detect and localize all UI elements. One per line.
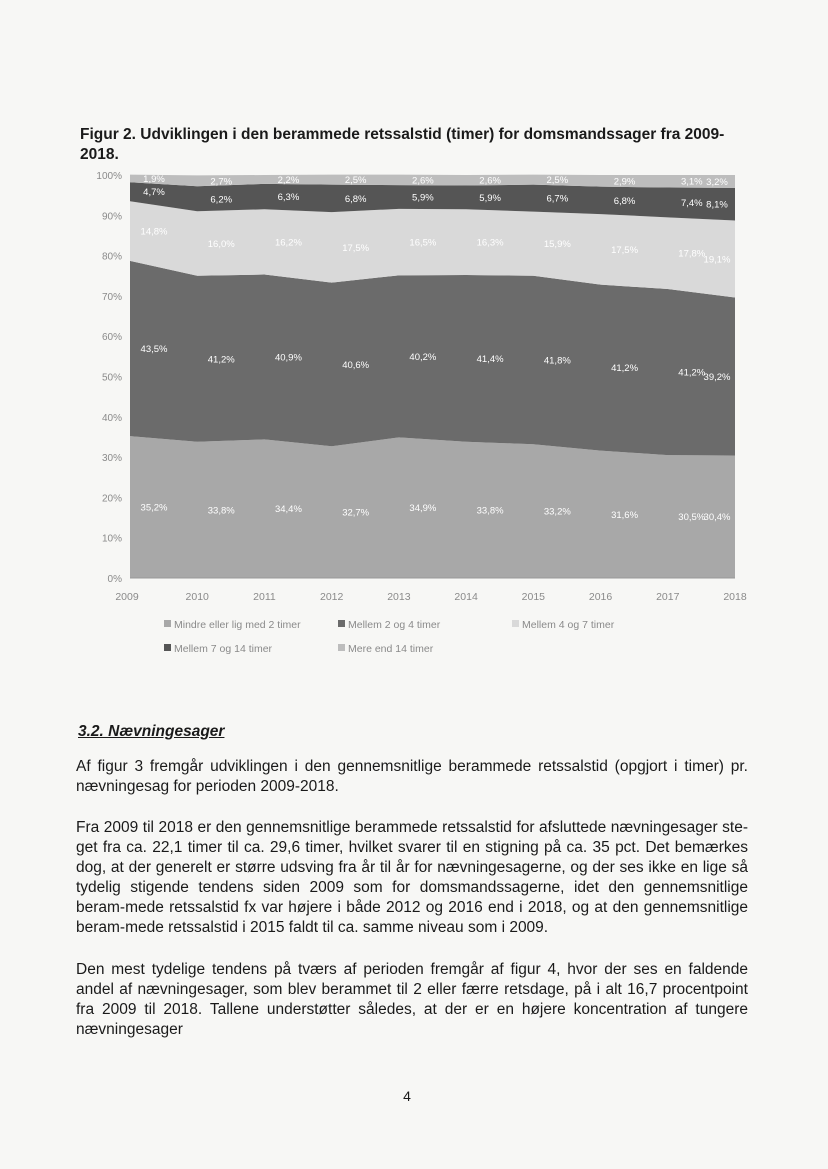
data-label: 31,6%: [611, 509, 639, 521]
data-label: 41,8%: [543, 355, 571, 367]
legend-label: Mellem 7 og 14 timer: [174, 643, 273, 655]
data-label: 19,1%: [703, 254, 731, 266]
data-label: 30,5%: [678, 512, 706, 524]
y-tick-label: 30%: [101, 453, 122, 465]
data-label: 33,8%: [207, 505, 235, 517]
x-tick-label: 2013: [387, 591, 411, 603]
y-tick-label: 100%: [96, 171, 122, 182]
data-label: 34,4%: [274, 504, 302, 516]
data-label: 41,2%: [207, 354, 235, 366]
data-label: 7,4%: [680, 197, 703, 209]
data-label: 16,2%: [274, 237, 302, 249]
y-tick-label: 50%: [101, 372, 122, 384]
section-heading: 3.2. Nævningesager: [78, 723, 225, 740]
data-label: 6,2%: [210, 194, 233, 206]
x-tick-label: 2014: [454, 591, 478, 603]
data-label: 2,6%: [479, 175, 501, 187]
data-label: 2,5%: [344, 175, 367, 187]
data-label: 3,1%: [680, 176, 703, 188]
data-label: 16,5%: [409, 237, 437, 249]
legend-swatch: [164, 644, 171, 651]
data-label: 17,5%: [611, 244, 639, 256]
data-label: 30,4%: [703, 512, 731, 524]
data-label: 32,7%: [342, 507, 370, 519]
data-label: 40,6%: [342, 359, 370, 371]
data-label: 41,4%: [476, 353, 504, 365]
legend-label: Mere end 14 timer: [348, 643, 434, 655]
y-tick-label: 20%: [101, 493, 122, 505]
data-label: 35,2%: [140, 502, 168, 514]
legend-swatch: [338, 644, 345, 651]
data-label: 17,5%: [342, 242, 370, 254]
y-tick-label: 90%: [101, 211, 122, 223]
legend-swatch: [338, 620, 345, 627]
data-label: 8,1%: [706, 199, 728, 211]
data-label: 6,8%: [613, 195, 636, 207]
data-label: 15,9%: [543, 239, 571, 251]
paragraph-1: Af figur 3 fremgår udviklingen i den gennemsnitlige berammede retssalstid (opgjort i timer) pr. nævningesag for perioden 2009-2018.: [76, 758, 748, 795]
data-label: 41,2%: [678, 367, 706, 379]
data-label: 2,7%: [210, 176, 233, 188]
data-label: 16,3%: [476, 237, 504, 249]
data-label: 2,2%: [277, 174, 300, 186]
data-label: 2,5%: [546, 175, 569, 187]
y-tick-label: 0%: [107, 574, 122, 585]
data-label: 39,2%: [703, 372, 731, 383]
x-tick-label: 2012: [319, 591, 344, 603]
y-tick-label: 70%: [101, 291, 122, 303]
legend-swatch: [164, 620, 171, 627]
x-tick-label: 2011: [253, 591, 276, 603]
data-label: 17,8%: [678, 248, 706, 260]
data-label: 43,5%: [140, 343, 168, 355]
data-label: 6,7%: [546, 193, 569, 205]
data-label: 40,9%: [274, 352, 302, 364]
y-tick-label: 60%: [101, 332, 122, 344]
data-label: 40,2%: [409, 351, 437, 363]
x-tick-label: 2015: [521, 591, 546, 603]
data-label: 16,0%: [207, 239, 235, 251]
data-label: 34,9%: [409, 503, 437, 515]
x-tick-label: 2017: [656, 591, 680, 603]
x-tick-label: 2018: [723, 591, 747, 603]
paragraph-2: Fra 2009 til 2018 er den gennemsnitlige berammede retssalstid for afsluttede nævningesager ste-get fra ca. 22,1 timer til ca. 29,6 timer, hvilket svarer til en stigning på ca. 35 pct. Det bemærkes dog, at der generelt er større udsving fra år til år for nævningesagerne, og der ses ikke en lige så tydelig stigende tendens siden 2009 som for domsmandssagerne, idet den gennemsnitlige beram-mede retssalstid fx var højere i både 2012 og 2016 end i 2018, og at den gennemsnitlige beram-mede retssalstid i 2015 faldt til ca. samme niveau som i 2009.: [76, 819, 748, 936]
data-label: 3,2%: [706, 176, 728, 188]
x-tick-label: 2016: [588, 591, 613, 603]
y-tick-label: 40%: [101, 412, 122, 424]
figure-title: Figur 2. Udviklingen i den berammede retssalstid (timer) for domsmandssager fra 2009-2018.: [80, 126, 725, 163]
page-number: 4: [403, 1088, 411, 1104]
data-label: 1,9%: [143, 173, 165, 185]
y-tick-label: 80%: [101, 251, 122, 263]
legend-label: Mindre eller lig med 2 timer: [174, 619, 301, 631]
data-label: 4,7%: [143, 187, 165, 199]
data-label: 14,8%: [140, 226, 168, 238]
y-tick-label: 10%: [101, 533, 122, 545]
data-label: 33,2%: [543, 506, 571, 518]
paragraph-3: Den mest tydelige tendens på tværs af perioden fremgår af figur 4, hvor der ses en faldende andel af nævningesager, som blev berammet til 2 eller færre retsdage, på i alt 16,7 procentpoint fra 2009 til 2018. Tallene understøtter således, at der er en højere koncentration af tungere nævningesager: [76, 961, 748, 1038]
data-label: 33,8%: [476, 505, 504, 517]
data-label: 2,6%: [412, 175, 434, 187]
data-label: 41,2%: [611, 363, 639, 375]
x-tick-label: 2010: [185, 591, 209, 603]
data-label: 5,9%: [479, 192, 501, 204]
data-label: 2,9%: [613, 176, 636, 188]
x-tick-label: 2009: [115, 591, 139, 603]
data-label: 6,3%: [277, 192, 300, 204]
legend-label: Mellem 4 og 7 timer: [522, 619, 615, 631]
data-label: 5,9%: [412, 192, 434, 204]
legend-swatch: [512, 620, 519, 627]
legend-label: Mellem 2 og 4 timer: [348, 619, 441, 631]
data-label: 6,8%: [344, 193, 367, 205]
